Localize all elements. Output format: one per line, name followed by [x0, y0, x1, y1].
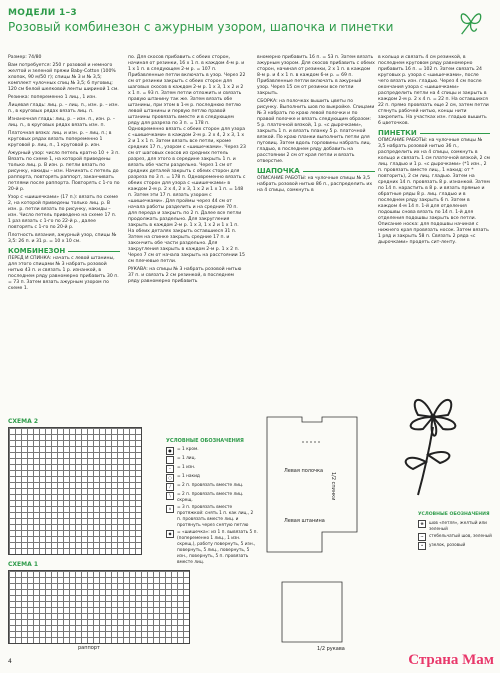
left-front-label: Левая полочка: [284, 468, 324, 474]
pattern-diagram: [262, 412, 380, 652]
page-header: [8, 8, 498, 34]
column-2: [128, 55, 246, 287]
section-shapka: ШАПОЧКА: [257, 168, 375, 174]
legend-row: ◆ = «шишечка»: из 1 п. вывязать 5 п. (попеременно 1 лиц., 1 изн. скрещ.), работу повернуть, 5 изн., повернуть, 5 лиц., повернуть, 5 изн., повернуть, 5 п. провязать вместе лиц.: [166, 530, 258, 566]
rib-text: Резинка: попеременно 1 лиц., 1 изн.: [8, 95, 97, 100]
bobble-icon: ◆: [166, 530, 174, 538]
legend-row: \ = 2 п. провязать вместе лиц. скрещ.: [166, 492, 258, 504]
booties-text: ОПИСАНИЕ РАБОТЫ: на чулочные спицы № 3,5 набрать розовой нитью 36 п., распределить их на 4 спицы, сомкнуть в кольцо и связать 1 см платочной вязкой, 2 см лиц. гладью и 1 р. «с дырочками» (*1 изн., 2 п. провязать вместе лиц., 1 накид; от * повторить), 2 см лиц. гладью. Затем на средних 14 п. провязать 8 р. изнанкой. Затем по 14 п. нарастить в 8 р. и вязать прямые и обратные ряды 8 р. лиц. гладью и в последнем ряду закрыть 6 п. Затем в каждом 4-м 14 п. 1-й для отделения подошвы снова вязать по 14 п. 1-й для отделения подошвы закрыть все петли. Описание носка: для подошвы начиная с нижнего края провязать носок. Затем вязать 1 ряд и закрыть 58 п. Связать 2 ряда «с дырочками» продеть сит-ленту.: [378, 138, 490, 245]
embroidery-legend-title: УСЛОВНЫЕ ОБОЗНАЧЕНИЯ: [418, 512, 490, 517]
column-1: [8, 55, 120, 294]
assembly-text: СБОРКА: на полочках вышить цветы по рисунку. Выполнить шов по выкройке. Спицами № 3 набрать по краю левой полочки и по правой полочке и вязать следующим образом: 5 р. платочной вязкой, 1 р. «с дырочками», закрыть 1 п. и вязать планку 5 р. платочной вязкой. По краю планки выполнить петли для пуговиц. Затем вдоль горловины набрать лиц. гладью, в последнем ряду добавить на расстоянии 2 см от края петли и вязать отверстие.: [257, 99, 375, 164]
gauge-text: Плотность вязания, ажурный узор, спицы № 3,5: 26 п. и 31 р. = 10 х 10 см.: [8, 233, 117, 244]
flower-icon: [452, 8, 490, 36]
page-number: 4: [8, 658, 12, 665]
models-label: МОДЕЛИ 1–3: [8, 8, 77, 18]
watermark-logo: Страна Мам: [408, 652, 494, 668]
materials-text: Вам потребуется: 250 г розовой и немного желтой и зеленой пряжи Baby-Cotton (100% хлопок, 90 м/50 г); спицы № 3 и № 3,5; комплект чулочных спиц № 3,5; 6 пуговиц; 120 см белой шелковой ленты шириной 1 см.: [8, 63, 119, 92]
sleeves-text: РУКАВА: на спицы № 3 набрать розовой нитью 37 п. и связать 2 см резинкой, в последнем ряду равномерно прибавить: [128, 267, 242, 284]
legend2-row: • узелок, розовый: [418, 542, 498, 550]
column-4: [378, 55, 490, 248]
scheme-1-title: СХЕМА 1: [8, 561, 39, 568]
legend2-row: ❀ шов «петля», желтый или зеленый: [418, 520, 498, 532]
legend-row: ○ = 1 накид: [166, 474, 258, 482]
k2tog-icon: /: [166, 483, 174, 491]
half-sleeve-label: 1/2 рукава: [317, 646, 345, 652]
hat-text: ОПИСАНИЕ РАБОТЫ: на чулочные спицы № 3,5 набрать розовой нитью 86 п., распределить их на 4 спицы, сомкнуть в: [257, 176, 373, 193]
reverse-stockinette-text: Изнаночная гладь: лиц. р. – изн. п., изн. р. – лиц. п., в круговых рядах вязать изн. п.: [8, 117, 116, 128]
page-title: Розовый комбинезон с ажурным узором, шапочка и пинетки: [8, 20, 394, 34]
rapport-label: раппорт: [78, 645, 100, 651]
stem-stitch-icon: ~: [418, 533, 426, 541]
legend-row: = 1 лиц.: [166, 456, 258, 464]
legend-row: – = 1 изн.: [166, 465, 258, 473]
legend-title: УСЛОВНЫЕ ОБОЗНАЧЕНИЯ: [166, 438, 244, 444]
purl-stitch-icon: –: [166, 465, 174, 473]
legend-row: ∧ = 3 п. провязать вместе протяжкой: снять 1 п. как лиц., 2 п. провязать вместе лиц. и протянуть через снятую петлю: [166, 505, 258, 529]
hat-continued: в кольцо и связать 4 см резинкой, в последнем круговом ряду равномерно прибавить 16 п. = 102 п. Затем связать 24 круговых р. узора с «шишечками», после чего вязать изн. гладью. Через 4 см после окончания узора с «шишечками» распределить петли на 4 спицы и закрыть в каждом 2-м р. 2 x 4 п. = 22 п. На оставшихся 22 п. прямо провязать еще 2 см, затем петли стянуть рабочей нитью, концы нити закрепить. На участках изн. гладью вышить 6 цветочков.: [378, 55, 489, 126]
k2tog-tbl-icon: \: [166, 492, 174, 500]
lace-pattern-text: Ажурный узор: число петель кратно 10 + 3 п. Вязать по схеме 1, на которой приведены только лиц. р. В изн. р. петли вязать по рисунку, накиды – изн. Начинать с петель до раппорта, повторять раппорт, заканчивать петлями после раппорта. Повторять с 1-го по 20-й р.: [8, 151, 120, 192]
kombinezon-continued: по. Для скосов прибавить с обеих сторон, начиная от резинки, 16 x 1 п. в каждом 4-м р. и 1 x 1 п. в следующем 2-м р. = 107 п. Прибавленные петли включать в узор. Через 22 см от резинки закрыть с обеих сторон для шаговых скосов в каждом 2-м р. 1 x 3, 1 x 2 и 2 x 1 п. = 93 п. Затем петли отложить и связать правую штанину так же. Затем вязать обе штанины, при этом в 1-м р. последнюю петлю левой штанины и первую петлю правой штанины провязать вместе и в следующем ряду для разреза по 3 п. = 178 п. Одновременно вязать с обеих сторон для узора с «шишечками» в каждом 2-м р. 2 x 4, 2 x 3, 1 x 2 и 1 x 1 п. Затем вязать все петли, кроме средних 17 п., узором с «шишечками». Через 23 см от шаговых скосов из средних петель разрез, для этого в середине закрыть 1 п. и вязать обе части раздельно. Через 1 см от средних деталей закрыть с обеих сторон для разреза по 3 п. = 178 п. Одновременно вязать с обеих сторон для узора с «шишечками» в каждом 2-м р. 2 x 4, 2 x 3, 1 x 2 и 1 x 1 п. = 148 п. Затем эти 17 п. вязать узором с «шишечками». Для проймы через 44 см от начала работы разделить и на средние 70 п. для переда и закрыть по 2 п. Далее все петли продолжать раздельно. Для закругления закрыть в каждом 2-м р. 1 x 3, 1 x 2 и 1 x 1 п. На обеих деталях закрыть оставшиеся 31 п. Затем на спинке закрыть средние 17 п. и закончить обе части раздельно. Для закругления закрыть в каждом 2-м р. 1 x 2 п. Через 7 см от начала закрыть на расстоянии 15 см плечевые петли.: [128, 55, 246, 264]
stockinette-text: Лицевая гладь: лиц. р. – лиц. п., изн. р. – изн. п., в круговых рядах вязать лиц. п.: [8, 103, 119, 114]
cdd-icon: ∧: [166, 505, 174, 513]
scheme-2-grid: [8, 427, 142, 555]
scheme-2-title: СХЕМА 2: [8, 418, 39, 425]
yarn-over-icon: ○: [166, 474, 174, 482]
garter-text: Платочная вязка: лиц. и изн. р. – лиц. п.; в круговых рядах вязать попеременно 1 круговой р. лиц. п., 1 круговой р. изн.: [8, 131, 112, 148]
size-text: Размер: 74/80: [8, 55, 42, 60]
sleeves-continued: вномерно прибавить 16 п. = 53 п. Затем вязать ажурным узором. Для скосов прибавить с обеих сторон, начиная от резинки, 2 x 1 п. в каждом 8-м р. и 4 x 1 п. в каждом 6-м р. = 69 п. Прибавленные петли включать в ажурный узор. Через 15 см от резинки все петли закрыть.: [257, 55, 375, 96]
half-back-label: 1/2 спинки: [330, 472, 336, 501]
french-knot-icon: •: [418, 542, 426, 550]
bobble-pattern-text: Узор с «шишечками» (17 п.): вязать по схеме 2, на которой приведены только лиц. р. В изн. р. петли вязать по рисунку, накиды – изн. Число петель приведено на схеме 17 п. 1 раз вязать с 1-го по 22-й р., далее повторять с 1-го по 20-й р.: [8, 195, 119, 230]
left-leg-label: Левая штанина: [284, 518, 325, 524]
section-kombinezon: КОМБИНЕЗОН: [8, 248, 120, 254]
legend2-row: ~ стебельчатый шов, зеленый: [418, 533, 498, 541]
embroidery-legend: [418, 512, 498, 551]
section-pinetki: ПИНЕТКИ: [378, 130, 490, 136]
legend: [166, 438, 258, 567]
legend-row: / = 2 п. провязать вместе лиц.: [166, 483, 258, 491]
edge-stitch-icon: ●: [166, 447, 174, 455]
column-3: [257, 55, 375, 196]
kombinezon-text: ПЕРЕД И СПИНКА: начать с левой штанины, для этого спицами № 3 набрать розовой нитью 43 п. и связать 1 р. изнанкой, в последнем ряду равномерно прибавить 30 п. = 73 п. Затем вязать ажурным узором по схеме 1.: [8, 256, 119, 291]
loop-stitch-icon: ❀: [418, 520, 426, 528]
knit-stitch-icon: [166, 456, 174, 464]
embroidery-flower-icon: [388, 387, 478, 499]
scheme-1-grid: [8, 570, 190, 644]
legend-row: ● = 1 кром.: [166, 447, 258, 455]
